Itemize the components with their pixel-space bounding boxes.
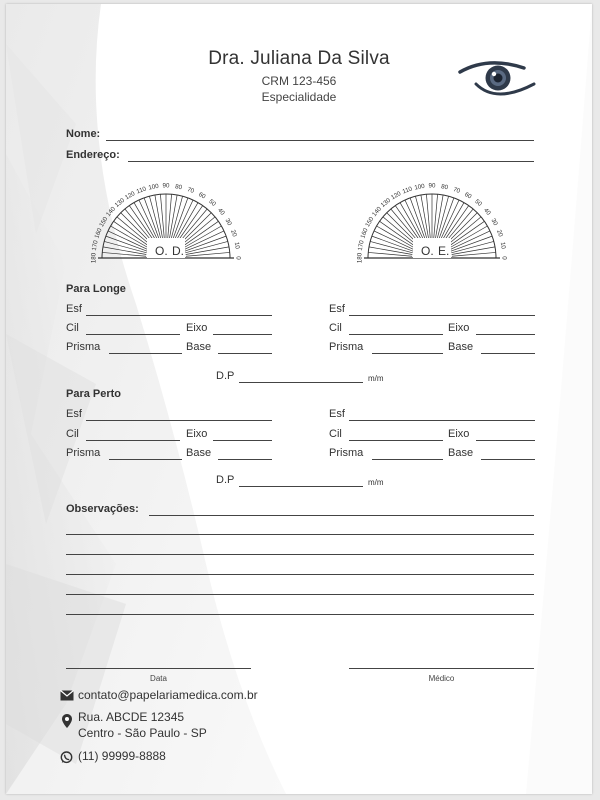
protractor-od-tick-label: 170: [90, 239, 100, 252]
protractor-oe-tick-label: 170: [356, 239, 366, 252]
protractor-od-tick-label: 160: [93, 227, 104, 240]
perto-oe-eixo-label: Eixo: [448, 428, 470, 440]
perto-oe-cil-label: Cil: [329, 428, 342, 440]
longe-dp-unit: m/m: [368, 374, 384, 383]
protractor-oe-tick-label: 20: [495, 228, 504, 238]
protractor-oe-tick-line: [395, 206, 420, 242]
observacoes-line-4[interactable]: [66, 574, 534, 575]
protractor-oe-tick-label: 110: [401, 185, 414, 196]
protractor-oe-tick-label: 70: [452, 186, 462, 195]
perto-dp-field[interactable]: [239, 486, 363, 487]
longe-oe-prisma-label: Prisma: [329, 341, 364, 353]
whatsapp-icon: [60, 751, 73, 764]
protractor-od-tick-label: 50: [207, 198, 218, 208]
protractor-od-tick-line: [177, 206, 202, 242]
perto-oe-prisma-field[interactable]: [372, 459, 443, 460]
specialty: Especialidade: [261, 90, 337, 104]
protractor-od-tick-label: 130: [113, 196, 127, 209]
perto-dp-label: D.P: [216, 474, 235, 486]
endereco-label: Endereço:: [66, 149, 120, 161]
perto-title: Para Perto: [66, 388, 122, 400]
observacoes-line-1[interactable]: [149, 515, 534, 516]
contact-address-line2: Centro - São Paulo - SP: [78, 726, 207, 740]
longe-od-esf-label: Esf: [66, 303, 82, 315]
doctor-name: Dra. Juliana Da Silva: [208, 48, 390, 69]
protractor-od-tick-label: 150: [98, 215, 110, 229]
perto-oe-base-field[interactable]: [481, 459, 535, 460]
protractor-oe-tick-label: 160: [359, 227, 370, 240]
perto-od-esf-field[interactable]: [86, 420, 272, 421]
protractor-od-tick-label: 0: [234, 256, 242, 260]
protractor-od-tick-label: 60: [197, 191, 207, 201]
longe-oe-cil-field[interactable]: [349, 334, 443, 335]
protractor-oe-tick-label: 140: [370, 205, 383, 219]
protractor-oe-tick-label: 40: [482, 206, 492, 217]
perto-od-base-field[interactable]: [218, 459, 272, 460]
longe-od-prisma-field[interactable]: [109, 353, 182, 354]
protractor-oe-o-label: O.: [421, 244, 434, 258]
protractor-od-tick-line: [117, 217, 151, 245]
perto-od-prisma-label: Prisma: [66, 447, 101, 459]
longe-od-eixo-label: Eixo: [186, 322, 208, 334]
longe-oe-prisma-field[interactable]: [372, 353, 443, 354]
longe-oe-base-label: Base: [448, 341, 474, 353]
longe-oe-cil-label: Cil: [329, 322, 342, 334]
protractor-od-tick-label: 70: [186, 186, 196, 195]
protractor-od-tick-line: [179, 209, 207, 243]
nome-label: Nome:: [66, 128, 101, 140]
perto-od-eixo-field[interactable]: [213, 440, 272, 441]
protractor-od-tick-label: 180: [90, 252, 98, 264]
perto-oe-esf-field[interactable]: [349, 420, 535, 421]
longe-od-prisma-label: Prisma: [66, 341, 101, 353]
protractor-od: [76, 174, 256, 269]
longe-dp-label: D.P: [216, 370, 235, 382]
protractor-oe-e-label: E.: [438, 244, 450, 258]
perto-oe-esf-label: Esf: [329, 408, 345, 420]
perto-oe-base-label: Base: [448, 447, 474, 459]
longe-oe-eixo-field[interactable]: [476, 334, 535, 335]
perto-od-esf-label: Esf: [66, 408, 82, 420]
contact-address-line1: Rua. ABCDE 12345: [78, 710, 185, 724]
endereco-field[interactable]: [128, 161, 534, 162]
observacoes-line-5[interactable]: [66, 594, 534, 595]
longe-dp-field[interactable]: [239, 382, 363, 383]
protractor-oe-tick-line: [448, 221, 484, 246]
perto-od-cil-field[interactable]: [86, 440, 180, 441]
protractor-oe-tick-line: [383, 217, 417, 245]
protractor-oe-tick-label: 90: [428, 182, 436, 190]
protractor-oe-tick-label: 130: [379, 196, 393, 209]
protractor-oe-tick-line: [445, 209, 473, 243]
protractor-oe-tick-label: 100: [413, 182, 426, 192]
observacoes-label: Observações:: [66, 503, 139, 515]
protractor-od-tick-line: [125, 209, 153, 243]
protractor-od-tick-line: [181, 217, 215, 245]
medico-signature-line[interactable]: [349, 668, 534, 669]
protractor-od-tick-label: 120: [123, 190, 137, 202]
eye-logo-icon: [458, 54, 540, 102]
longe-oe-base-field[interactable]: [481, 353, 535, 354]
protractor-oe-tick-label: 50: [473, 198, 484, 208]
longe-oe-esf-label: Esf: [329, 303, 345, 315]
longe-od-eixo-field[interactable]: [213, 334, 272, 335]
perto-od-prisma-field[interactable]: [109, 459, 182, 460]
envelope-icon: [60, 690, 74, 701]
data-label: Data: [150, 674, 167, 683]
protractor-od-tick-label: 140: [104, 205, 117, 219]
longe-oe-esf-field[interactable]: [349, 315, 535, 316]
longe-od-base-field[interactable]: [218, 353, 272, 354]
longe-od-cil-field[interactable]: [86, 334, 180, 335]
protractor-oe-tick-label: 180: [356, 252, 364, 264]
perto-oe-eixo-field[interactable]: [476, 440, 535, 441]
protractor-od-tick-label: 10: [232, 241, 241, 250]
protractor-oe-tick-line: [447, 217, 481, 245]
protractor-oe-tick-line: [443, 206, 468, 242]
perto-od-eixo-label: Eixo: [186, 428, 208, 440]
longe-od-esf-field[interactable]: [86, 315, 272, 316]
protractor-oe-tick-label: 80: [440, 183, 449, 192]
contact-phone: (11) 99999-8888: [78, 749, 166, 763]
protractor-od-d-label: D.: [172, 244, 184, 258]
protractor-od-o-label: O.: [155, 244, 168, 258]
perto-od-base-label: Base: [186, 447, 212, 459]
protractor-od-tick-line: [129, 206, 154, 242]
longe-oe-eixo-label: Eixo: [448, 322, 470, 334]
observacoes-line-2[interactable]: [66, 534, 534, 535]
medico-label: Médico: [428, 674, 455, 683]
protractor-od-tick-label: 110: [135, 185, 148, 196]
longe-od-cil-label: Cil: [66, 322, 79, 334]
protractor-od-tick-label: 90: [162, 182, 170, 190]
location-pin-icon: [62, 714, 72, 728]
protractor-oe-tick-label: 0: [500, 256, 508, 260]
protractor-oe: [342, 174, 522, 269]
protractor-oe-tick-line: [391, 209, 419, 243]
observacoes-line-6[interactable]: [66, 614, 534, 615]
protractor-oe-tick-line: [380, 221, 416, 246]
protractor-oe-tick-label: 60: [463, 191, 473, 201]
protractor-od-tick-label: 30: [223, 217, 233, 227]
protractor-od-tick-line: [182, 221, 218, 246]
protractor-oe-tick-label: 10: [498, 241, 507, 250]
protractor-od-tick-label: 80: [174, 183, 183, 192]
protractor-od-tick-label: 100: [147, 182, 160, 192]
protractor-od-tick-label: 40: [216, 206, 226, 217]
longe-od-base-label: Base: [186, 341, 212, 353]
protractor-oe-tick-label: 120: [389, 190, 403, 202]
protractor-od-tick-line: [114, 221, 150, 246]
protractor-oe-tick-label: 150: [364, 215, 376, 229]
perto-dp-unit: m/m: [368, 478, 384, 487]
perto-od-cil-label: Cil: [66, 428, 79, 440]
protractor-od-tick-label: 20: [229, 228, 238, 238]
contact-email: contato@papelariamedica.com.br: [78, 688, 258, 702]
protractor-oe-tick-label: 30: [489, 217, 499, 227]
nome-field[interactable]: [106, 140, 534, 141]
observacoes-line-3[interactable]: [66, 554, 534, 555]
longe-title: Para Longe: [66, 283, 126, 295]
prescription-sheet: [6, 4, 592, 794]
perto-oe-cil-field[interactable]: [349, 440, 443, 441]
data-signature-line[interactable]: [66, 668, 251, 669]
perto-oe-prisma-label: Prisma: [329, 447, 364, 459]
crm-number: CRM 123-456: [261, 74, 337, 88]
